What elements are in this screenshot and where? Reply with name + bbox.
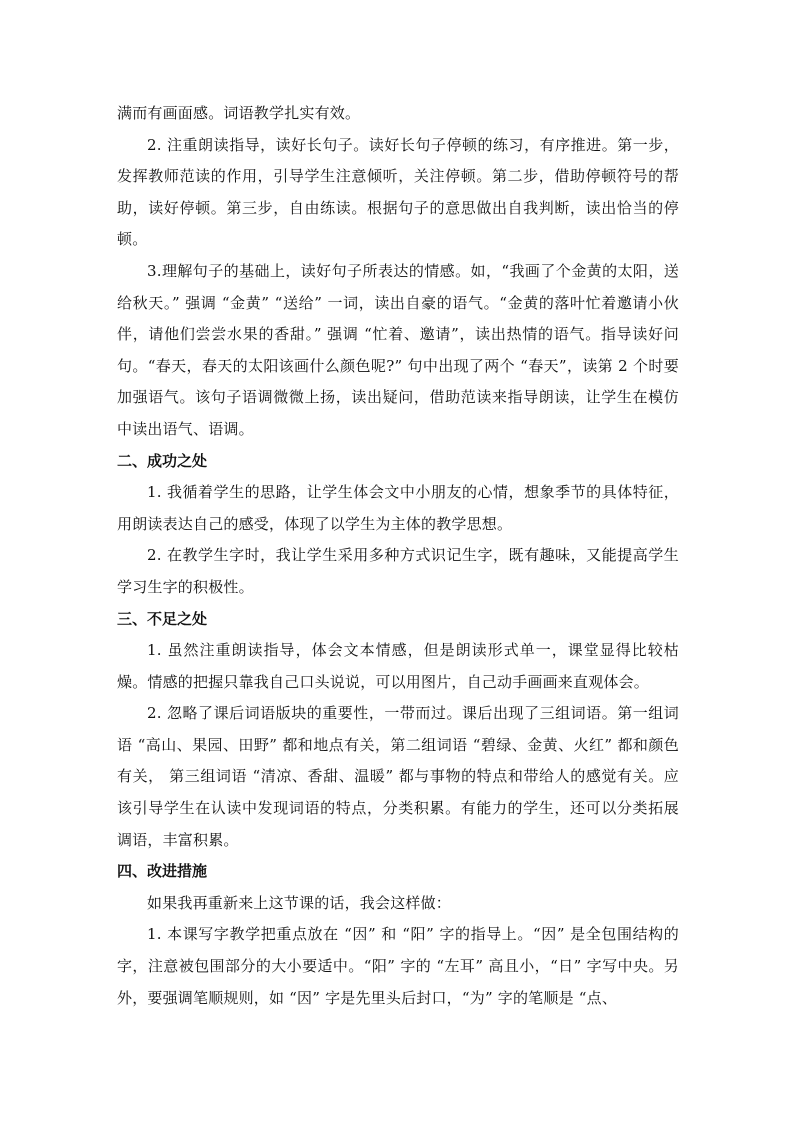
paragraph-7: 2. 忽略了课后词语版块的重要性，一带而过。课后出现了三组词语。第一组词语 “高山、果园、田野” 都和地点有关，第二组词语 “碧绿、金黄、火红” 都和颜色有关， 第三组词语 “清凉、香甜、温暖” 都与事物的特点和带给人的感觉有关。应该引导学生在认读中发现词语的特点，分类积累。有能力的学生，还可以分类拓展调语，丰富积累。 xyxy=(117,704,679,849)
section-heading-success: 二、成功之处 xyxy=(117,451,208,470)
paragraph-9: 1. 本课写字教学把重点放在 “因” 和 “阳” 字的指导上。“因” 是全包围结构的字，注意被包围部分的大小要适中。“阳” 字的 “左耳” 高且小，“日” 字写中央。另外，要强调笔顺规则，如 “因” 字是先里头后封口，“为” 字的笔顺是 “点、 xyxy=(117,925,679,1007)
section-heading-improvements: 四、改进措施 xyxy=(117,862,208,881)
paragraph-4: 1. 我循着学生的思路，让学生体会文中小朋友的心情，想象季节的具体特征，用朗读表达自己的感受，体现了以学生为主体的教学思想。 xyxy=(117,483,679,533)
paragraph-8: 如果我再重新来上这节课的话，我会这样做： xyxy=(147,893,452,912)
paragraph-3: 3.理解句子的基础上，读好句子所表达的情感。如，“我画了个金黄的太阳，送给秋天。” 强调 “金黄” “送给” 一词，读出自豪的语气。“金黄的落叶忙着邀请小伙伴，请他们尝尝水果的香甜。” 强调 “忙着、邀请”，读出热情的语气。指导读好问句。“春天，春天的太阳该画什么颜色呢?” 句中出现了两个 “春天”，读第 2 个时要加强语气。该句子语调微微上扬，读出疑问，借助范读来指导朗读，让学生在模仿中读出语气、语调。 xyxy=(117,261,679,438)
paragraph-6: 1. 虽然注重朗读指导，体会文本情感，但是朗读形式单一，课堂显得比较枯燥。情感的把握只靠我自己口头说说，可以用图片，自己动手画画来直观体会。 xyxy=(117,641,679,691)
section-heading-shortcomings: 三、不足之处 xyxy=(117,609,208,628)
document-page xyxy=(117,98,679,1014)
paragraph-2: 2. 注重朗读指导，读好长句子。读好长句子停顿的练习，有序推进。第一步，发挥教师范读的作用，引导学生注意倾听，关注停顿。第二步，借助停顿符号的帮助，读好停顿。第三步，自由练读。根据句子的意思做出自我判断，读出恰当的停顿。 xyxy=(117,135,679,249)
paragraph-1: 满而有画面感。词语教学扎实有效。 xyxy=(117,104,361,122)
paragraph-5: 2. 在教学生字时，我让学生采用多种方式识记生字，既有趣味，又能提高学生学习生字的积极性。 xyxy=(117,546,679,596)
